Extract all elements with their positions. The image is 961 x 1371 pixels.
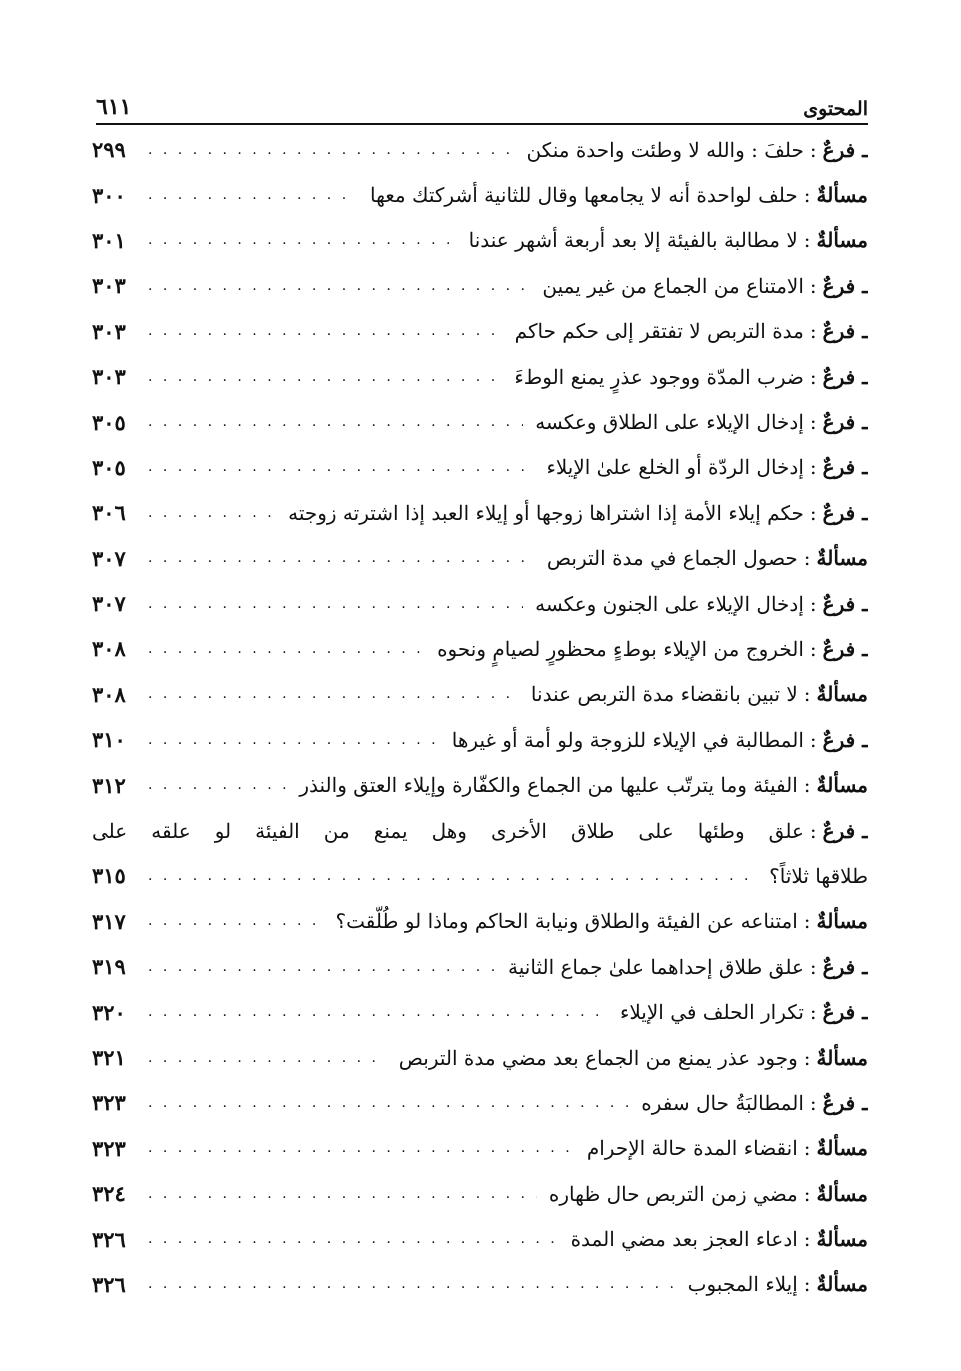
- entry-title: حصول الجماع في مدة التربص: [546, 546, 798, 571]
- entry-page-number: ٣٠٠: [92, 182, 126, 208]
- entry-title: الامتناع من الجماع من غير يمين: [542, 273, 804, 298]
- entry-label: ـ فرعٌ: [822, 954, 868, 979]
- toc-entry: [92, 1171, 868, 1216]
- entry-page-number: ٣١٥: [92, 863, 126, 889]
- toc-entry: [92, 1262, 868, 1307]
- dot-leader: [148, 320, 503, 342]
- entry-separator: :: [809, 273, 817, 298]
- dot-leader: [148, 547, 535, 569]
- dot-leader: [148, 411, 523, 433]
- dot-leader: [148, 1137, 575, 1159]
- entry-page-number: ٣١٢: [92, 772, 126, 798]
- entry-page-number: ٣٠٧: [92, 545, 126, 571]
- toc-entry: [92, 218, 868, 263]
- entry-page-number: ٣٢٣: [92, 1135, 126, 1161]
- entry-separator: :: [809, 410, 817, 435]
- entry-page-number: ٣٠١: [92, 227, 126, 253]
- entry-title: الخروج من الإيلاء بوطءٍ محظورٍ لصيامٍ ونحوه: [437, 636, 804, 661]
- entry-label: مسألةٌ: [816, 682, 868, 707]
- entry-title: ضرب المدّة ووجود عذرٍ يمنع الوطءَ: [514, 364, 804, 389]
- entry-separator: :: [809, 636, 817, 661]
- entry-title: المطالبة في الإيلاء للزوجة ولو أمة أو غيرها: [451, 727, 804, 752]
- entry-label: ـ فرعٌ: [822, 137, 868, 162]
- toc-entry: [92, 626, 868, 671]
- entry-label: ـ فرعٌ: [822, 818, 868, 843]
- dot-leader: [148, 910, 324, 932]
- entry-label: ـ فرعٌ: [822, 636, 868, 661]
- toc-entry: [92, 944, 868, 989]
- entry-separator: :: [803, 909, 811, 934]
- entry-page-number: ٣٠٨: [92, 681, 126, 707]
- entry-page-number: ٣١٩: [92, 954, 126, 980]
- dot-leader: [148, 774, 287, 796]
- entry-separator: :: [809, 1090, 817, 1115]
- header-page-number: ٦١١: [96, 94, 132, 120]
- entry-separator: :: [809, 1000, 817, 1025]
- entry-title: إدخال الردّة أو الخلع علىٰ الإيلاء: [546, 455, 804, 480]
- entry-separator: :: [809, 319, 817, 344]
- dot-leader: [148, 184, 358, 206]
- entry-label: ـ فرعٌ: [822, 500, 868, 525]
- dot-leader: [148, 683, 519, 705]
- entry-label: ـ فرعٌ: [822, 591, 868, 616]
- entry-title: مدة التربص لا تفتقر إلى حكم حاكم: [514, 319, 804, 344]
- toc-entry: [92, 490, 868, 535]
- entry-title: لا مطالبة بالفيئة إلا بعد أربعة أشهر عندنا: [468, 228, 798, 253]
- entry-separator: :: [803, 1136, 811, 1161]
- entry-page-number: ٣٢٦: [92, 1226, 126, 1252]
- entry-label: مسألةٌ: [816, 1136, 868, 1161]
- entry-separator: :: [803, 183, 811, 208]
- toc-entry: [92, 309, 868, 354]
- entry-separator: :: [809, 591, 817, 616]
- entry-title: مضي زمن التربص حال ظهاره: [548, 1181, 798, 1206]
- dot-leader: [148, 229, 457, 251]
- entry-label: ـ فرعٌ: [822, 1000, 868, 1025]
- entry-page-number: ٣٠٥: [92, 409, 126, 435]
- toc-entry: [92, 899, 868, 944]
- entry-page-number: ٣٠٣: [92, 273, 126, 299]
- entry-separator: :: [803, 773, 811, 798]
- entry-page-number: ٣٠٨: [92, 636, 126, 662]
- toc-entry: [92, 1035, 868, 1080]
- dot-leader: [148, 1047, 387, 1069]
- entry-page-number: ٣٠٥: [92, 454, 126, 480]
- toc-entry: [92, 672, 868, 717]
- entry-label: مسألةٌ: [816, 183, 868, 208]
- entry-separator: :: [809, 727, 817, 752]
- toc-entry: [92, 1080, 868, 1125]
- entry-title: وجود عذر يمنع من الجماع بعد مضي مدة التربص: [398, 1045, 798, 1070]
- entry-title: لا تبين بانقضاء مدة التربص عندنا: [530, 682, 798, 707]
- entry-title: علق طلاق إحداهما علىٰ جماع الثانية: [508, 954, 804, 979]
- entry-label: مسألةٌ: [816, 1181, 868, 1206]
- toc-list: [92, 127, 868, 1307]
- entry-separator: :: [803, 546, 811, 571]
- entry-label: ـ فرعٌ: [822, 273, 868, 298]
- entry-label: مسألةٌ: [816, 909, 868, 934]
- entry-separator: :: [803, 1045, 811, 1070]
- dot-leader: [148, 366, 502, 388]
- entry-label: مسألةٌ: [816, 546, 868, 571]
- entry-title: المطالبَةُ حال سفره: [641, 1090, 804, 1115]
- entry-title: انقضاء المدة حالة الإحرام: [586, 1136, 798, 1161]
- entry-title-continuation: طلاقها ثلاثاً؟: [769, 863, 868, 888]
- toc-entry-continuation: [92, 853, 868, 898]
- entry-page-number: ٣٢٠: [92, 999, 126, 1025]
- toc-entry: [92, 172, 868, 217]
- entry-label: ـ فرعٌ: [822, 319, 868, 344]
- entry-title: حلف لواحدة أنه لا يجامعها وقال للثانية أشركتك معها: [369, 183, 798, 208]
- entry-separator: :: [803, 1272, 811, 1297]
- entry-label: ـ فرعٌ: [822, 1090, 868, 1115]
- entry-title: علق وطئها على طلاق الأخرى وهل يمنع من الفيئة لو علقه على: [92, 818, 804, 843]
- entry-page-number: ٣٢١: [92, 1045, 126, 1070]
- entry-title: الفيئة وما يترتّب عليها من الجماع والكفّارة وإيلاء العتق والنذر: [299, 773, 798, 798]
- toc-entry: [92, 581, 868, 626]
- entry-title: إدخال الإيلاء على الطلاق وعكسه: [535, 410, 804, 435]
- entry-separator: :: [803, 682, 811, 707]
- entry-label: ـ فرعٌ: [822, 455, 868, 480]
- entry-page-number: ٣٠٣: [92, 318, 126, 344]
- entry-label: ـ فرعٌ: [822, 410, 868, 435]
- dot-leader: [148, 865, 757, 887]
- entry-page-number: ٣٠٦: [92, 500, 126, 526]
- entry-label: ـ فرعٌ: [822, 727, 868, 752]
- toc-entry: [92, 127, 868, 172]
- entry-page-number: ٣٢٣: [92, 1090, 126, 1116]
- entry-label: مسألةٌ: [816, 228, 868, 253]
- dot-leader: [148, 1183, 537, 1205]
- entry-title: حلفَ : والله لا وطئت واحدة منكن: [526, 137, 804, 162]
- dot-leader: [148, 729, 440, 751]
- entry-page-number: ٣٢٦: [92, 1271, 126, 1297]
- entry-separator: :: [809, 818, 817, 843]
- entry-page-number: ٣٢٤: [92, 1181, 126, 1207]
- dot-leader: [148, 502, 276, 524]
- entry-title: امتناعه عن الفيئة والطلاق ونيابة الحاكم وماذا لو طُلّقت؟: [335, 909, 798, 934]
- entry-label: مسألةٌ: [816, 773, 868, 798]
- entry-page-number: ٢٩٩: [92, 137, 126, 163]
- entry-title: ادعاء العجز بعد مضي المدة: [570, 1227, 798, 1252]
- dot-leader: [148, 456, 534, 478]
- toc-entry: [92, 762, 868, 807]
- entry-separator: :: [809, 364, 817, 389]
- entry-label: مسألةٌ: [816, 1045, 868, 1070]
- dot-leader: [148, 1228, 559, 1250]
- entry-separator: :: [809, 500, 817, 525]
- entry-label: مسألةٌ: [816, 1227, 868, 1252]
- entry-separator: :: [803, 1181, 811, 1206]
- entry-label: ـ فرعٌ: [822, 364, 868, 389]
- header-title: المحتوى: [803, 98, 868, 120]
- toc-entry: [92, 399, 868, 444]
- toc-entry: [92, 445, 868, 490]
- toc-entry: [92, 354, 868, 399]
- entry-page-number: ٣٠٧: [92, 591, 126, 617]
- entry-separator: :: [803, 228, 811, 253]
- entry-page-number: ٣٠٣: [92, 364, 126, 390]
- dot-leader: [148, 956, 496, 978]
- entry-title: إدخال الإيلاء على الجنون وعكسه: [535, 591, 804, 616]
- dot-leader: [148, 1001, 608, 1023]
- entry-page-number: ٣١٧: [92, 908, 126, 934]
- toc-entry: [92, 808, 868, 853]
- toc-entry: [92, 1216, 868, 1261]
- entry-separator: :: [809, 137, 817, 162]
- toc-entry: [92, 1126, 868, 1171]
- entry-separator: :: [809, 455, 817, 480]
- dot-leader: [148, 139, 514, 161]
- entry-label: مسألةٌ: [816, 1272, 868, 1297]
- toc-entry: [92, 536, 868, 581]
- entry-separator: :: [803, 1227, 811, 1252]
- entry-page-number: ٣١٠: [92, 727, 126, 753]
- dot-leader: [148, 275, 530, 297]
- toc-entry: [92, 717, 868, 762]
- page-header: [96, 84, 868, 120]
- dot-leader: [148, 1092, 629, 1114]
- header-rule: [96, 123, 868, 125]
- dot-leader: [148, 1273, 676, 1295]
- entry-title: إيلاء المجبوب: [687, 1272, 798, 1297]
- toc-entry: [92, 989, 868, 1034]
- entry-title: تكرار الحلف في الإيلاء: [619, 1000, 804, 1025]
- entry-title: حكم إيلاء الأمة إذا اشتراها زوجها أو إيلاء العبد إذا اشترته زوجته: [288, 500, 804, 525]
- toc-entry: [92, 263, 868, 308]
- dot-leader: [148, 638, 425, 660]
- dot-leader: [148, 593, 523, 615]
- entry-separator: :: [809, 954, 817, 979]
